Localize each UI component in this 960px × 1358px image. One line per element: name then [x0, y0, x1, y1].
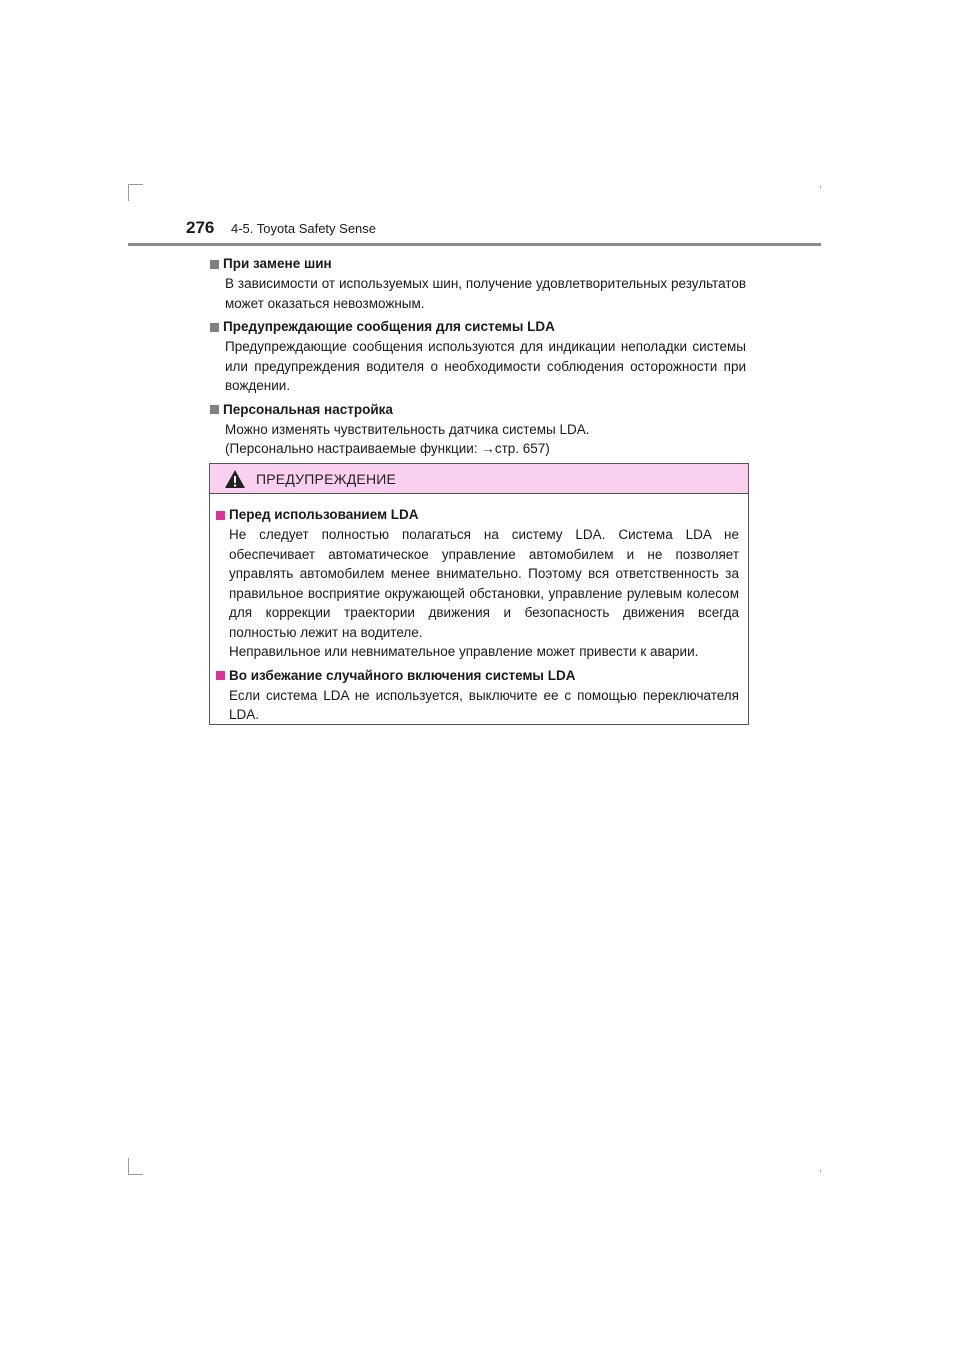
- warning-body: [210, 494, 748, 725]
- heading-text: Во избежание случайного включения системы LDA: [229, 667, 576, 683]
- warning-text: Если система LDA не используется, выключите ее с помощью переключателя LDA.: [229, 687, 739, 722]
- section-text: Можно изменять чувствительность датчика системы LDA.: [225, 421, 590, 437]
- square-bullet-icon: [210, 405, 219, 414]
- section-heading: [210, 400, 746, 420]
- section-heading: [210, 317, 746, 337]
- warning-text: Неправильное или невнимательное управление может привести к аварии.: [229, 644, 699, 659]
- crop-mark: [128, 1174, 143, 1175]
- crop-mark: [128, 184, 129, 201]
- section-lda-messages: [210, 317, 746, 396]
- warning-box: [209, 463, 749, 725]
- section-text: Предупреждающие сообщения используются для индикации неполадки системы или предупреждения водителя о необходимости соблюдения осторожности при вождении.: [225, 339, 746, 393]
- section-heading: [210, 254, 746, 274]
- heading-text: Перед использованием LDA: [229, 507, 419, 522]
- crop-mark: [820, 1170, 821, 1172]
- heading-text: Персональная настройка: [223, 401, 393, 417]
- header-divider: [128, 243, 821, 246]
- square-bullet-icon: [216, 671, 225, 680]
- warning-item-heading: [216, 505, 739, 525]
- square-bullet-icon: [210, 323, 219, 332]
- warning-triangle-icon: [224, 469, 246, 489]
- section-text: В зависимости от используемых шин, получение удовлетворительных результатов может оказаться невозможным.: [225, 276, 746, 311]
- crop-mark: [820, 186, 821, 188]
- page-reference-link[interactable]: (Персонально настраиваемые функции: →стр. 657): [225, 441, 550, 456]
- warning-title: ПРЕДУПРЕЖДЕНИЕ: [256, 470, 397, 487]
- square-bullet-icon: [210, 260, 219, 269]
- section-tire-replacement: [210, 254, 746, 313]
- section-title: 4-5. Toyota Safety Sense: [231, 221, 377, 236]
- crop-mark: [128, 184, 143, 185]
- warning-item-heading: [216, 666, 739, 686]
- heading-text: Предупреждающие сообщения для системы LDA: [223, 319, 555, 334]
- main-content: [210, 254, 746, 463]
- heading-text: При замене шин: [223, 256, 332, 271]
- page-number: 276: [186, 218, 215, 237]
- warning-header: [210, 464, 748, 494]
- warning-item: [216, 505, 739, 662]
- warning-text: Не следует полностью полагаться на систему LDA. Система LDA не обеспечивает автоматическое управление автомобилем и не позволяет управлять автомобилем менее внимательно. Поэтому вся ответственность за правильное восприятие окружающей обстановки, управление рулевым колесом для коррекции траектории движения и безопасность движения всегда полностью лежит на водителе.: [229, 527, 739, 640]
- crop-mark: [128, 1158, 129, 1175]
- warning-item: [216, 666, 739, 725]
- section-personal-settings: [210, 400, 746, 459]
- square-bullet-icon: [216, 511, 225, 520]
